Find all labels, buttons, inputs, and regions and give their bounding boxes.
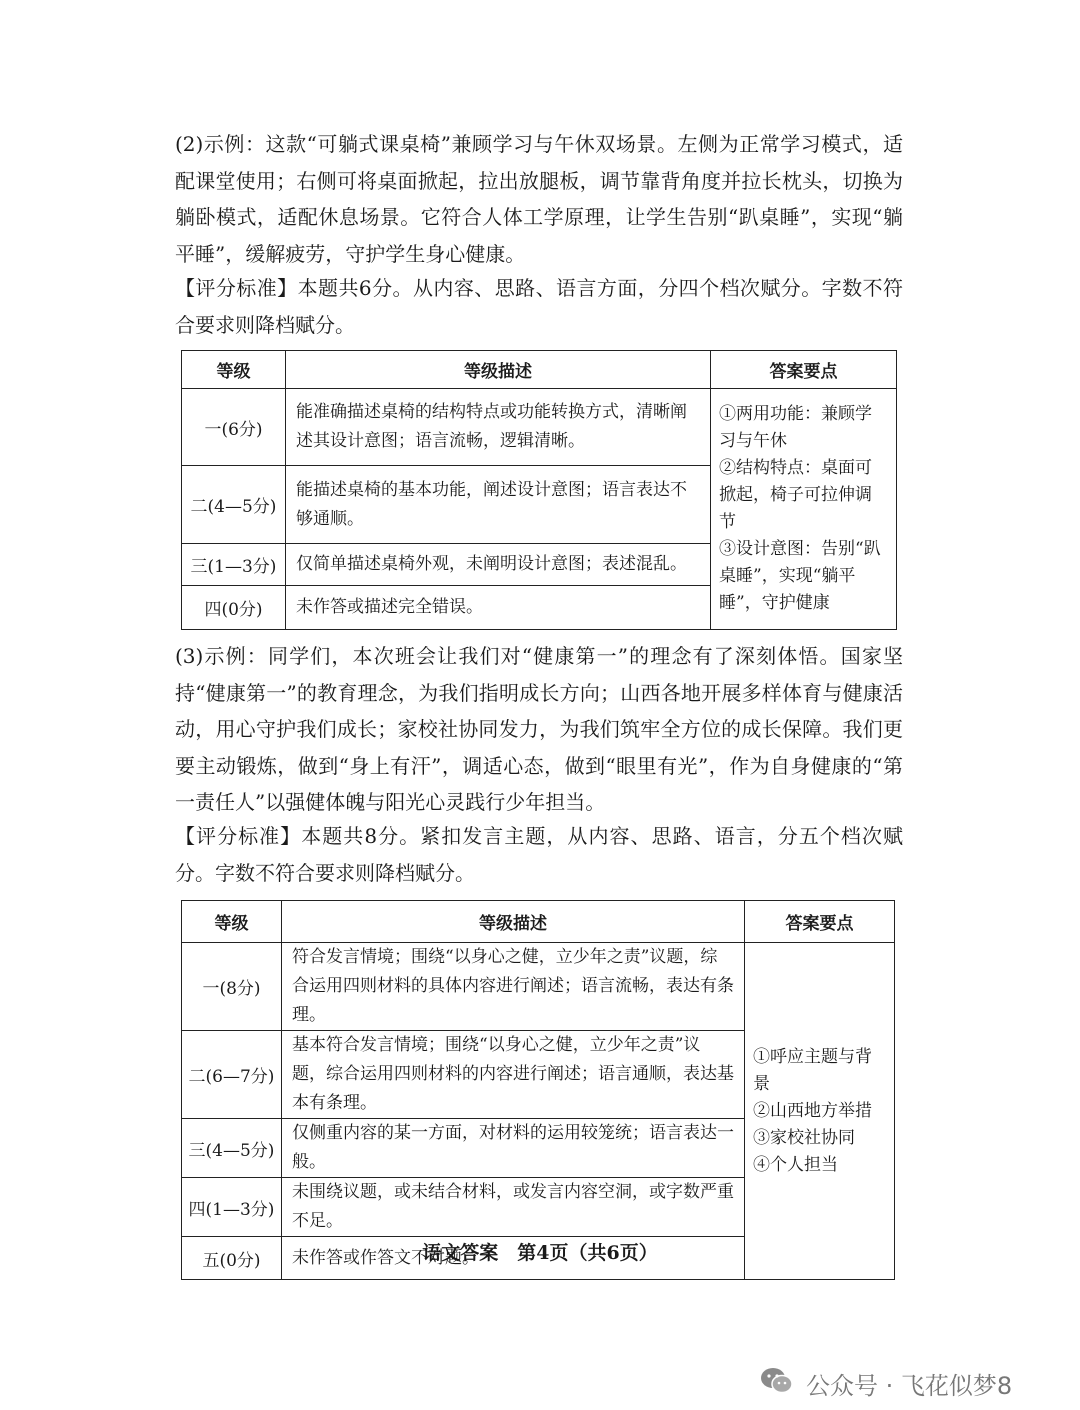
level-cell: 四(0分) <box>182 586 286 630</box>
section3-criteria: 【评分标准】本题共8分。紧扣发言主题，从内容、思路、语言，分五个档次赋分。字数不符合要求则降档赋分。 <box>175 824 903 885</box>
level-cell: 三(1—3分) <box>182 544 286 586</box>
point-item: ①呼应主题与背景 <box>753 1046 872 1094</box>
section2-example: (2)示例：这款“可躺式课桌椅”兼顾学习与午休双场景。左侧为正常学习模式，适配课堂使用；右侧可将桌面掀起，拉出放腿板，调节靠背角度并拉长枕头，切换为躺卧模式，适配休息场景。它符合人体工学原理，让学生告别“趴桌睡”，实现“躺平睡”，缓解疲劳，守护学生身心健康。 <box>175 132 903 266</box>
level-cell: 五(0分) <box>182 1237 282 1280</box>
grading-table-1 <box>181 350 897 630</box>
header-points: 答案要点 <box>745 901 895 943</box>
point-item: ③设计意图：告别“趴桌睡”，实现“躺平睡”，守护健康 <box>719 539 881 613</box>
points-cell <box>711 389 897 630</box>
desc-cell: 未围绕议题，或未结合材料，或发言内容空洞，或字数严重不足。 <box>282 1178 745 1237</box>
desc-cell: 能描述桌椅的基本功能，阐述设计意图；语言表达不够通顺。 <box>286 466 711 544</box>
header-level: 等级 <box>182 351 286 389</box>
desc-cell: 仅侧重内容的某一方面，对材料的运用较笼统；语言表达一般。 <box>282 1119 745 1178</box>
level-cell: 一(6分) <box>182 389 286 466</box>
section3-example: (3)示例：同学们，本次班会让我们对“健康第一”的理念有了深刻体悟。国家坚持“健康第一”的教育理念，为我们指明成长方向；山西各地开展多样体育与健康活动，用心守护我们成长；家校社协同发力，为我们筑牢全方位的成长保障。我们更要主动锻炼，做到“身上有汗”，调适心态，做到“眼里有光”，作为自身健康的“第一责任人”以强健体魄与阳光心灵践行少年担当。 <box>175 644 903 814</box>
points-cell <box>745 943 895 1280</box>
desc-cell: 符合发言情境；围绕“以身心之健，立少年之责”议题，综合运用四则材料的具体内容进行阐述；语言流畅，表达有条理。 <box>282 943 745 1031</box>
point-item: ②山西地方举措 <box>753 1100 872 1121</box>
table-row <box>182 943 895 1031</box>
point-item: ④个人担当 <box>753 1154 838 1175</box>
point-item: ②结构特点：桌面可掀起，椅子可拉伸调节 <box>719 458 872 532</box>
header-desc: 等级描述 <box>282 901 745 943</box>
header-level: 等级 <box>182 901 282 943</box>
level-cell: 二(6—7分) <box>182 1031 282 1119</box>
desc-cell: 未作答或作答文不对题。 <box>282 1237 745 1280</box>
level-cell: 三(4—5分) <box>182 1119 282 1178</box>
section2-criteria: 【评分标准】本题共6分。从内容、思路、语言方面，分四个档次赋分。字数不符合要求则降档赋分。 <box>175 276 903 337</box>
point-item: ③家校社协同 <box>753 1127 855 1148</box>
desc-cell: 能准确描述桌椅的结构特点或功能转换方式，清晰阐述其设计意图；语言流畅，逻辑清晰。 <box>286 389 711 466</box>
watermark <box>760 1366 1012 1401</box>
grading-table-2 <box>181 900 895 1280</box>
table-row <box>182 389 897 466</box>
level-cell: 一(8分) <box>182 943 282 1031</box>
watermark-text: 公众号 · 飞花似梦8 <box>806 1372 1013 1400</box>
desc-cell: 仅简单描述桌椅外观，未阐明设计意图；表述混乱。 <box>286 544 711 586</box>
wechat-icon <box>760 1367 794 1401</box>
header-desc: 等级描述 <box>286 351 711 389</box>
desc-cell: 基本符合发言情境；围绕“以身心之健，立少年之责”议题，综合运用四则材料的内容进行阐述；语言通顺，表达基本有条理。 <box>282 1031 745 1119</box>
header-points: 答案要点 <box>711 351 897 389</box>
level-cell: 四(1—3分) <box>182 1178 282 1237</box>
desc-cell: 未作答或描述完全错误。 <box>286 586 711 630</box>
point-item: ①两用功能：兼顾学习与午休 <box>719 404 872 451</box>
level-cell: 二(4—5分) <box>182 466 286 544</box>
page-footer: 语文答案 第4页（共6页） <box>422 1242 658 1264</box>
